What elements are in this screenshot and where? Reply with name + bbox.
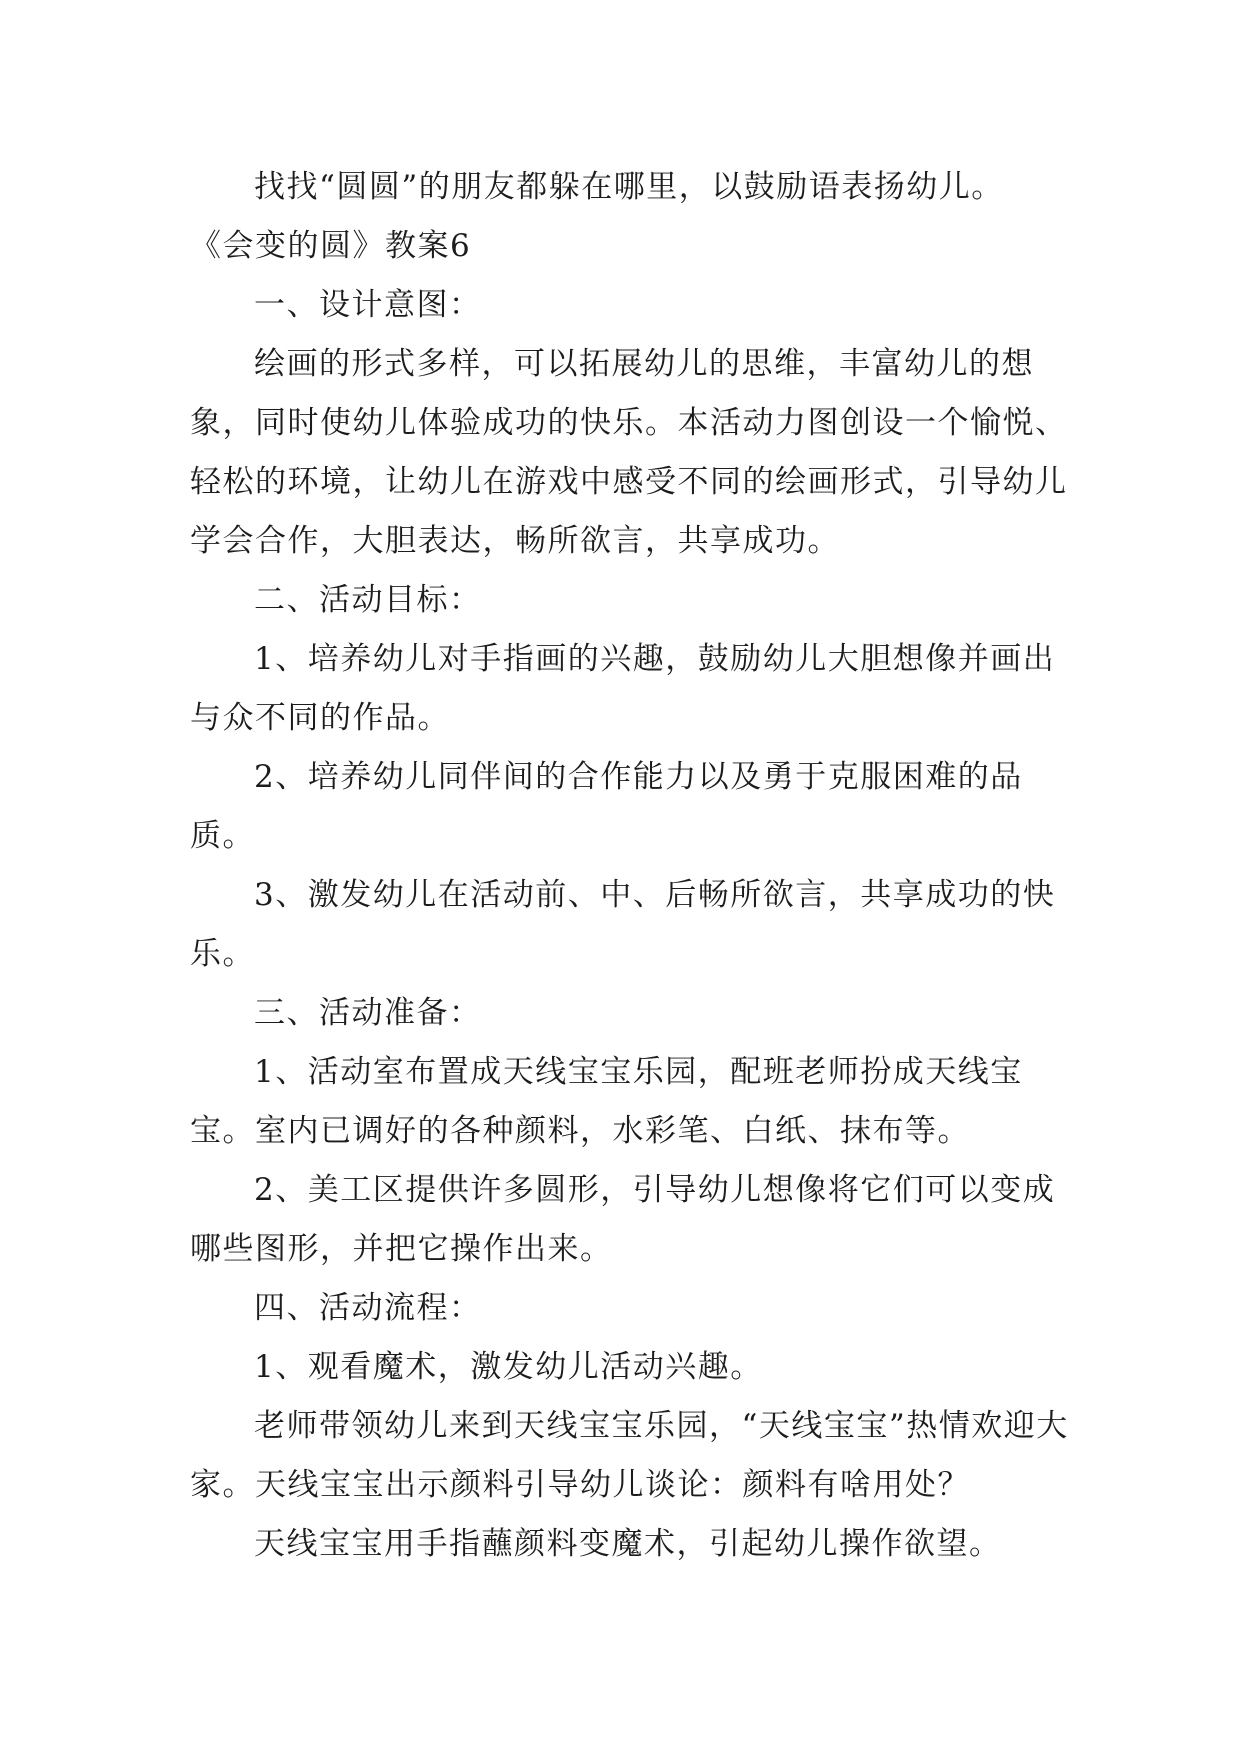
document-title: 《会变的圆》教案6 <box>190 228 472 264</box>
document-body <box>190 158 1070 1574</box>
list-item: 1、活动室布置成天线宝宝乐园，配班老师扮成天线宝宝。室内已调好的各种颜料，水彩笔、白纸、抹布等。 <box>190 1054 1023 1149</box>
list-item: 1、观看魔术，激发幼儿活动兴趣。 <box>254 1349 763 1385</box>
list-item: 2、美工区提供许多圆形，引导幼儿想像将它们可以变成哪些图形，并把它操作出来。 <box>190 1172 1056 1267</box>
section-heading: 三、活动准备： <box>254 995 482 1031</box>
section-heading: 二、活动目标： <box>254 582 482 618</box>
list-item: 2、培养幼儿同伴间的合作能力以及勇于克服困难的品质。 <box>190 759 1023 854</box>
section-heading: 四、活动流程： <box>254 1290 482 1326</box>
list-item: 3、激发幼儿在活动前、中、后畅所欲言，共享成功的快乐。 <box>190 877 1056 972</box>
section-heading: 一、设计意图： <box>254 287 482 323</box>
paragraph: 天线宝宝用手指蘸颜料变魔术，引起幼儿操作欲望。 <box>254 1526 1002 1562</box>
list-item: 1、培养幼儿对手指画的兴趣，鼓励幼儿大胆想像并画出与众不同的作品。 <box>190 641 1056 736</box>
paragraph: 老师带领幼儿来到天线宝宝乐园，“天线宝宝”热情欢迎大家。天线宝宝出示颜料引导幼儿谈论：颜料有啥用处？ <box>190 1408 1069 1503</box>
paragraph: 绘画的形式多样，可以拓展幼儿的思维，丰富幼儿的想象，同时使幼儿体验成功的快乐。本活动力图创设一个愉悦、轻松的环境，让幼儿在游戏中感受不同的绘画形式，引导幼儿学会合作，大胆表达，畅所欲言，共享成功。 <box>190 346 1068 559</box>
paragraph: 找找“圆圆”的朋友都躲在哪里，以鼓励语表扬幼儿。 <box>254 169 1004 205</box>
